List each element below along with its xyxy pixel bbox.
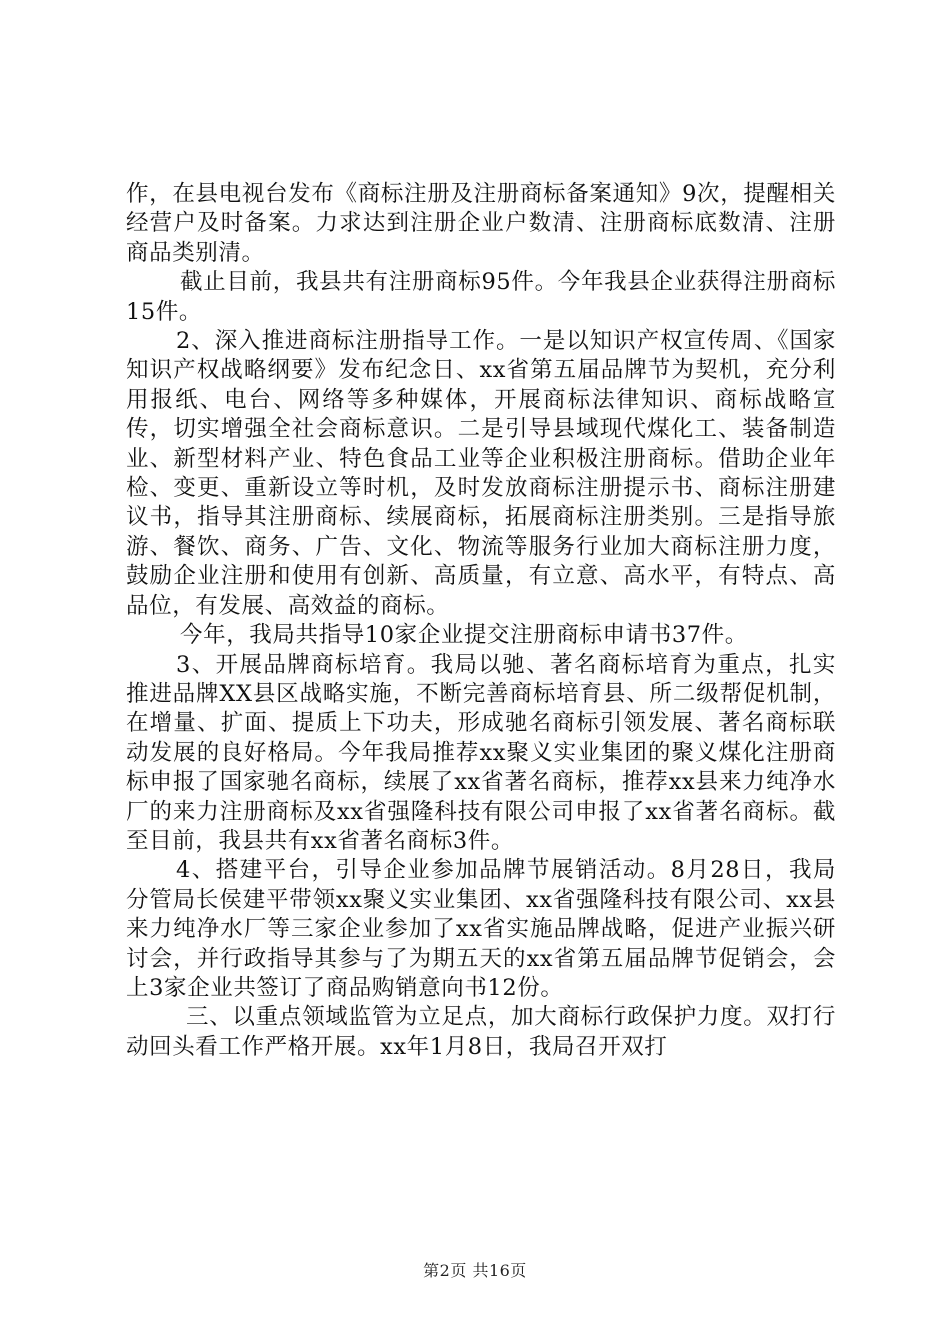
paragraph-continuation: 作，在县电视台发布《商标注册及注册商标备案通知》9次，提醒相关经营户及时备案。力求达到注册企业户数清、注册商标底数清、注册商品类别清。 xyxy=(126,181,836,266)
paragraph-brand-festival: 4、搭建平台，引导企业参加品牌节展销活动。8月28日，我局分管局长侯建平带领xx聚义实业集团、xx省强隆科技有限公司、xx县来力纯净水厂等三家企业参加了xx省实施品牌战略，促进产业振兴研讨会，并行政指导其参与了为期五天的xx省第五届品牌节促销会，会上3家企业共签订了商品购销意向书12份。 xyxy=(126,857,836,1001)
paragraph-applications-count: 今年，我局共指导10家企业提交注册商标申请书37件。 xyxy=(180,622,748,649)
paragraph-trademark-count: 截止目前，我县共有注册商标95件。今年我县企业获得注册商标15件。 xyxy=(126,269,836,325)
page-number-footer: 第2页 共16页 xyxy=(423,1261,527,1280)
paragraph-brand-cultivation: 3、开展品牌商标培育。我局以驰、著名商标培育为重点，扎实推进品牌XX县区战略实施，不断完善商标培育县、所二级帮促机制，在增量、扩面、提质上下功夫，形成驰名商标引领发展、著名商标联动发展的良好格局。今年我局推荐xx聚义实业集团的聚义煤化注册商标申报了国家驰名商标，续展了xx省著名商标，推荐xx县来力纯净水厂的来力注册商标及xx省强隆科技有限公司申报了xx省著名商标。截至目前，我县共有xx省著名商标3件。 xyxy=(126,651,836,854)
document-body xyxy=(126,180,836,1062)
paragraph-section-three: 三、以重点领域监管为立足点，加大商标行政保护力度。双打行动回头看工作严格开展。xx年1月8日，我局召开双打 xyxy=(126,1004,836,1060)
paragraph-registration-guidance: 2、深入推进商标注册指导工作。一是以知识产权宣传周、《国家知识产权战略纲要》发布纪念日、xx省第五届品牌节为契机，充分利用报纸、电台、网络等多种媒体，开展商标法律知识、商标战略宣传，切实增强全社会商标意识。二是引导县域现代煤化工、装备制造业、新型材料产业、特色食品工业等企业积极注册商标。借助企业年检、变更、重新设立等时机，及时发放商标注册提示书、商标注册建议书，指导其注册商标、续展商标，拓展商标注册类别。三是指导旅游、餐饮、商务、广告、文化、物流等服务行业加大商标注册力度，鼓励企业注册和使用有创新、高质量，有立意、高水平，有特点、高品位，有发展、高效益的商标。 xyxy=(126,328,836,619)
